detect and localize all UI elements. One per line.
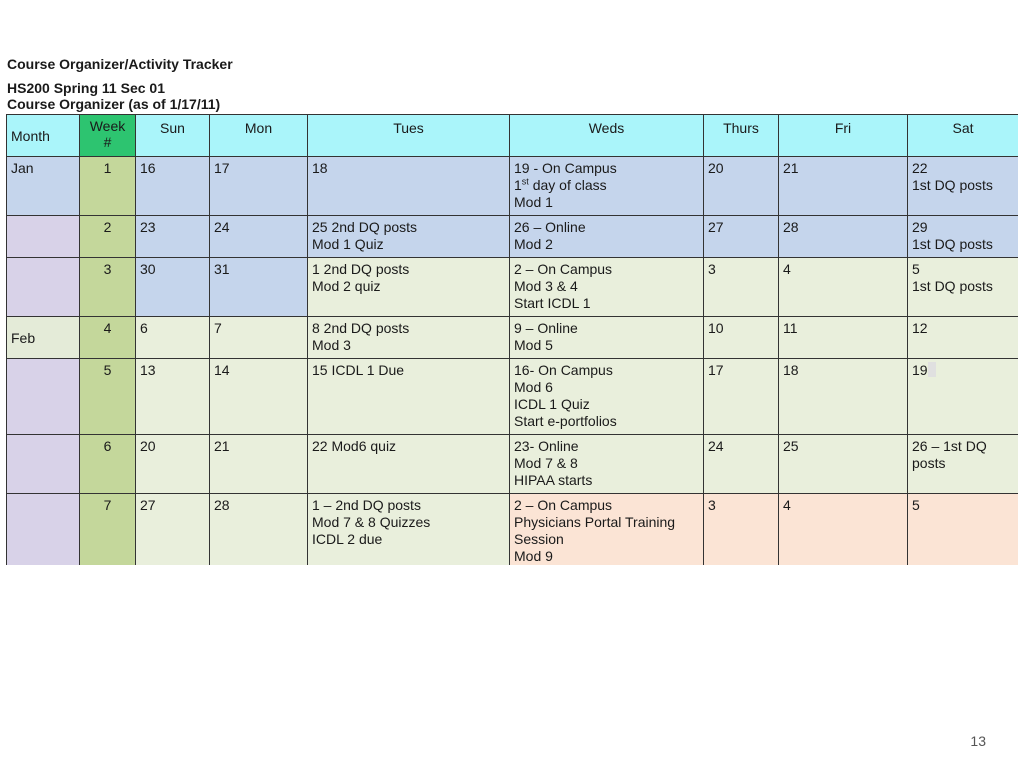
- weds-cell: 26 – Online Mod 2: [510, 216, 704, 258]
- thurs-cell: 10: [704, 317, 779, 359]
- tues-cell: 18: [308, 157, 510, 216]
- month-cell: [7, 216, 80, 258]
- table-row: [7, 435, 1019, 494]
- sat-cell: 5: [908, 494, 1019, 566]
- fri-cell: 18: [779, 359, 908, 435]
- fri-cell: 21: [779, 157, 908, 216]
- document-header: [7, 56, 233, 112]
- week-cell: 3: [80, 258, 136, 317]
- table-row: [7, 359, 1019, 435]
- table-row: [7, 494, 1019, 566]
- fri-cell: 11: [779, 317, 908, 359]
- thurs-cell: 3: [704, 258, 779, 317]
- sun-cell: 13: [136, 359, 210, 435]
- mon-cell: 31: [210, 258, 308, 317]
- weds-cell: 2 – On Campus Physicians Portal Training Session Mod 9: [510, 494, 704, 566]
- col-header-sun: Sun: [136, 115, 210, 157]
- sun-cell: 20: [136, 435, 210, 494]
- slide-number: 13: [970, 733, 986, 749]
- month-cell: [7, 359, 80, 435]
- mon-cell: 24: [210, 216, 308, 258]
- col-header-fri: Fri: [779, 115, 908, 157]
- weds-cell: 9 – Online Mod 5: [510, 317, 704, 359]
- week-cell: 6: [80, 435, 136, 494]
- month-cell: [7, 494, 80, 566]
- col-header-month: Month: [7, 115, 80, 157]
- month-cell: Jan: [7, 157, 80, 216]
- week-cell: 2: [80, 216, 136, 258]
- mon-cell: 28: [210, 494, 308, 566]
- tues-cell: 25 2nd DQ posts Mod 1 Quiz: [308, 216, 510, 258]
- sun-cell: 6: [136, 317, 210, 359]
- sat-cell: 26 – 1st DQ posts: [908, 435, 1019, 494]
- fri-cell: 25: [779, 435, 908, 494]
- thurs-cell: 17: [704, 359, 779, 435]
- week-cell: 7: [80, 494, 136, 566]
- fri-cell: 4: [779, 494, 908, 566]
- organizer-label: Course Organizer (as of 1/17/11): [7, 96, 221, 112]
- sat-cell: 12: [908, 317, 1019, 359]
- doc-title: Course Organizer/Activity Tracker: [7, 56, 233, 72]
- table-row: [7, 317, 1019, 359]
- col-header-weds: Weds: [510, 115, 704, 157]
- sun-cell: 23: [136, 216, 210, 258]
- mon-cell: 21: [210, 435, 308, 494]
- week-cell: 5: [80, 359, 136, 435]
- fri-cell: 28: [779, 216, 908, 258]
- tues-cell: 8 2nd DQ posts Mod 3: [308, 317, 510, 359]
- mon-cell: 7: [210, 317, 308, 359]
- thurs-cell: 27: [704, 216, 779, 258]
- text-cursor: [928, 362, 936, 377]
- col-header-mon: Mon: [210, 115, 308, 157]
- tues-cell: 1 – 2nd DQ posts Mod 7 & 8 Quizzes ICDL 2 due: [308, 494, 510, 566]
- thurs-cell: 20: [704, 157, 779, 216]
- course-table-wrapper: [6, 114, 1018, 565]
- weds-cell: 16- On Campus Mod 6 ICDL 1 Quiz Start e-portfolios: [510, 359, 704, 435]
- tues-cell: 22 Mod6 quiz: [308, 435, 510, 494]
- col-header-sat: Sat: [908, 115, 1019, 157]
- mon-cell: 14: [210, 359, 308, 435]
- month-cell: Feb: [7, 317, 80, 359]
- tues-cell: 15 ICDL 1 Due: [308, 359, 510, 435]
- thurs-cell: 24: [704, 435, 779, 494]
- course-label: HS200 Spring 11 Sec 01: [7, 80, 165, 96]
- fri-cell: 4: [779, 258, 908, 317]
- sat-cell: 5 1st DQ posts: [908, 258, 1019, 317]
- sun-cell: 27: [136, 494, 210, 566]
- sat-cell: 29 1st DQ posts: [908, 216, 1019, 258]
- month-cell: [7, 258, 80, 317]
- sat-cell: 22 1st DQ posts: [908, 157, 1019, 216]
- sun-cell: 16: [136, 157, 210, 216]
- mon-cell: 17: [210, 157, 308, 216]
- col-header-tues: Tues: [308, 115, 510, 157]
- weds-cell: 23- Online Mod 7 & 8 HIPAA starts: [510, 435, 704, 494]
- week-cell: 1: [80, 157, 136, 216]
- table-row: [7, 258, 1019, 317]
- month-cell: [7, 435, 80, 494]
- thurs-cell: 3: [704, 494, 779, 566]
- table-row: [7, 216, 1019, 258]
- course-organizer-table: [6, 114, 1018, 565]
- weds-cell: 19 - On Campus 1st day of class Mod 1: [510, 157, 704, 216]
- col-header-week: Week #: [80, 115, 136, 157]
- table-header-row: [7, 115, 1019, 157]
- tues-cell: 1 2nd DQ posts Mod 2 quiz: [308, 258, 510, 317]
- weds-cell: 2 – On Campus Mod 3 & 4 Start ICDL 1: [510, 258, 704, 317]
- week-cell: 4: [80, 317, 136, 359]
- sun-cell: 30: [136, 258, 210, 317]
- sat-cell: 19: [908, 359, 1019, 435]
- col-header-thurs: Thurs: [704, 115, 779, 157]
- table-row: [7, 157, 1019, 216]
